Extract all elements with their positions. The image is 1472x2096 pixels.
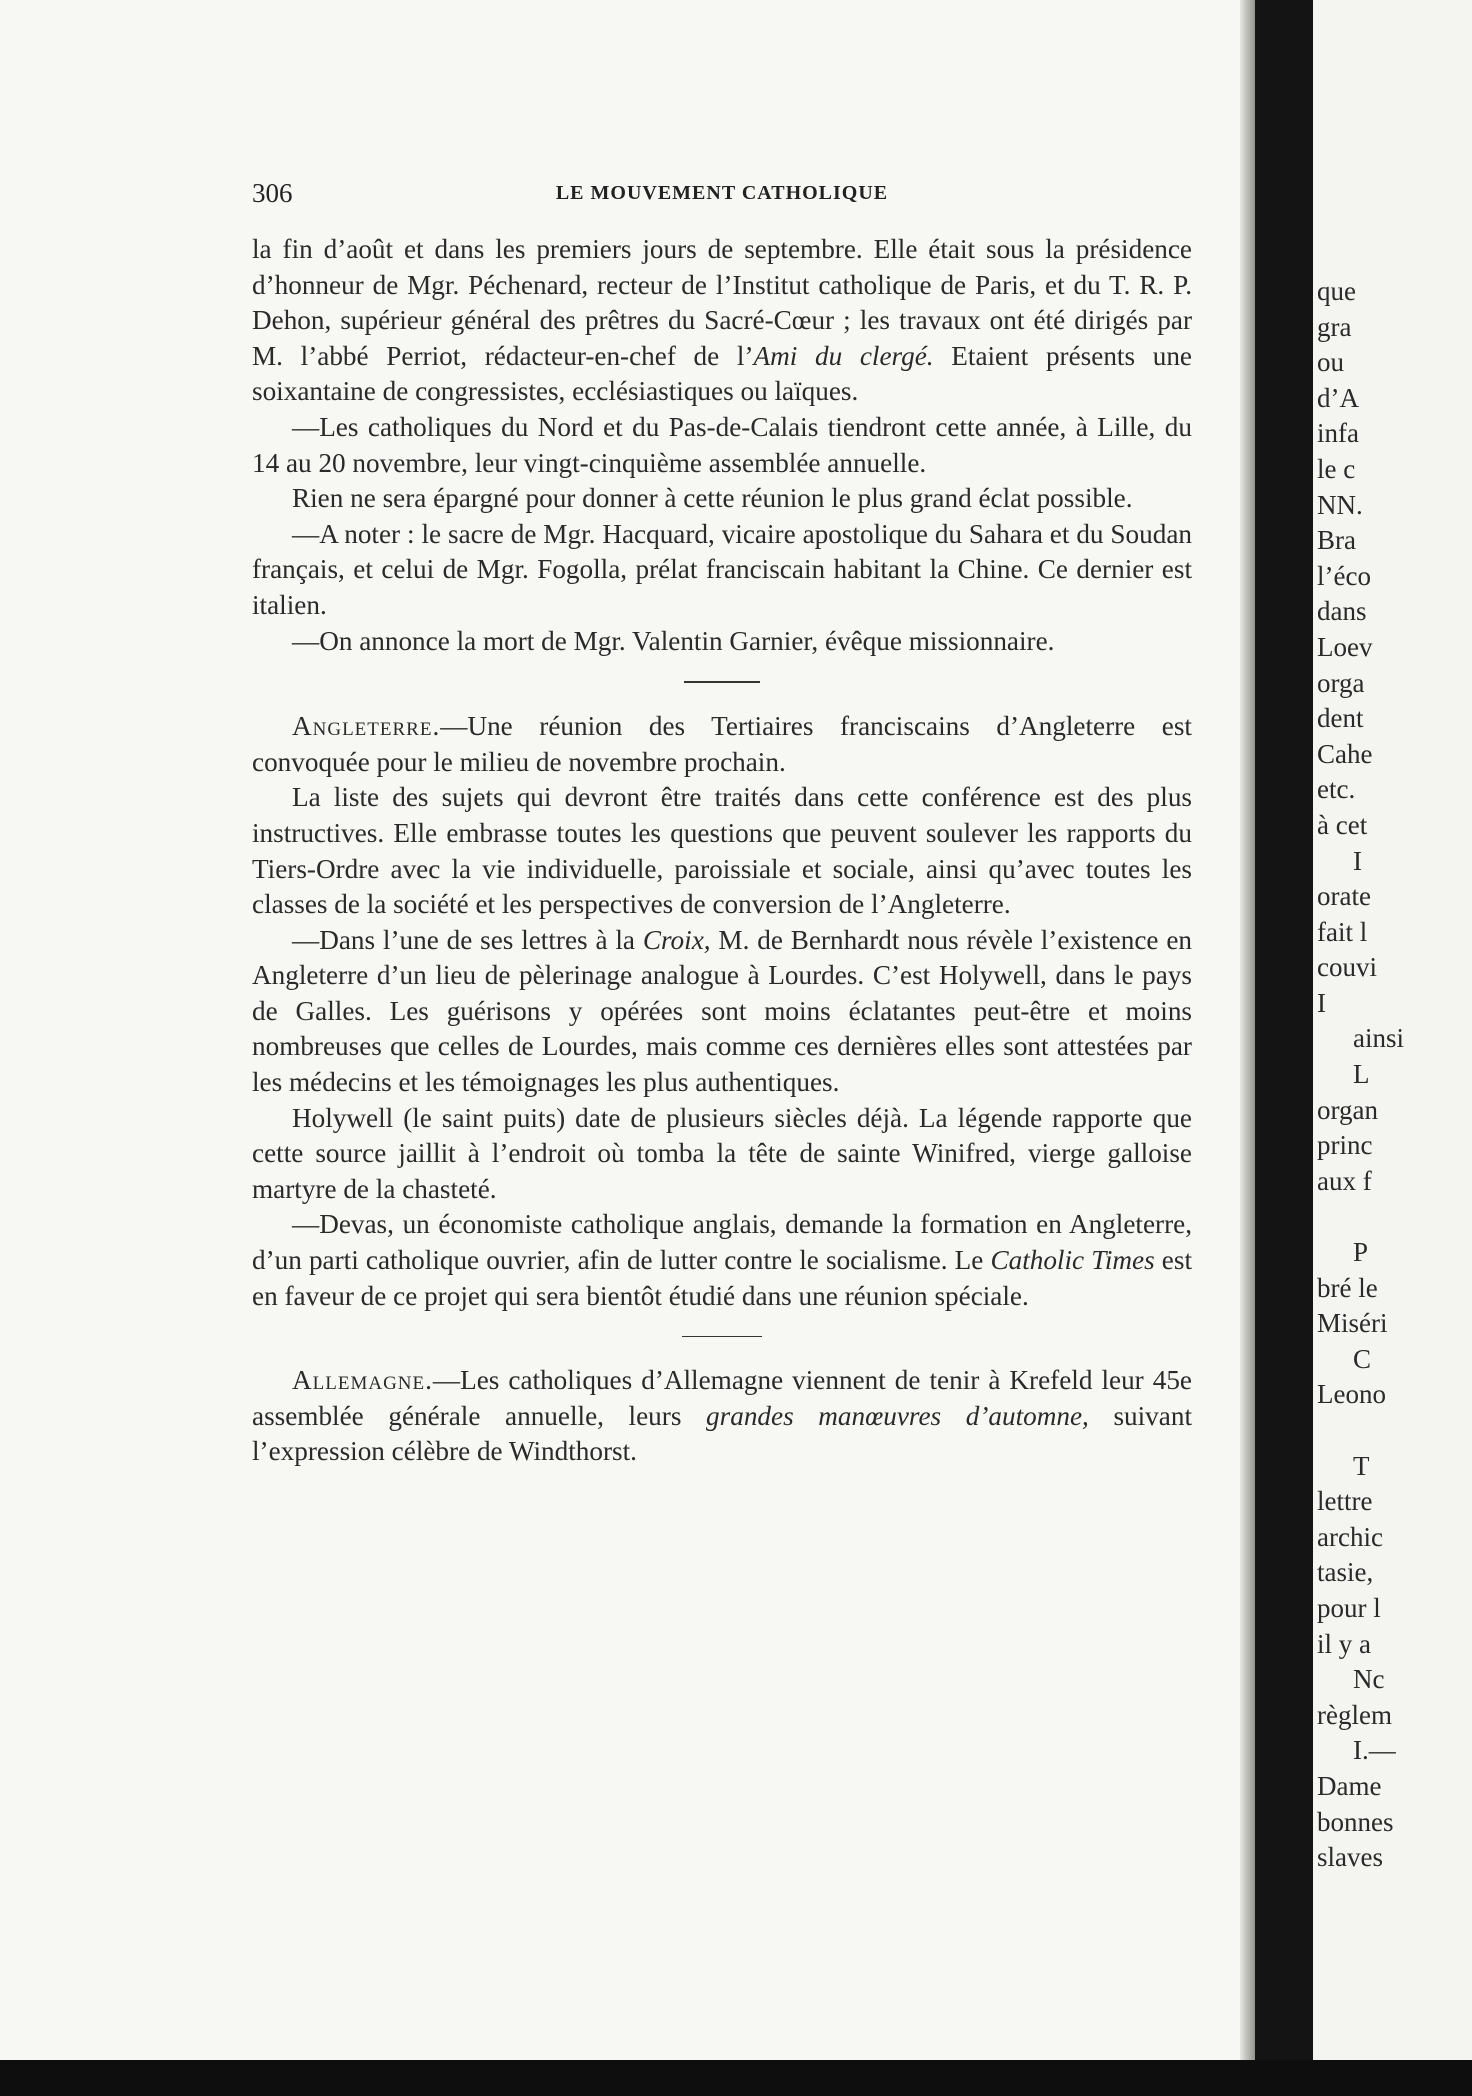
- right-page-line: il y a: [1317, 1628, 1371, 1659]
- section-divider: [682, 1336, 762, 1337]
- right-page-line: dans: [1317, 596, 1367, 627]
- right-page-line: L: [1353, 1059, 1370, 1090]
- section-heading-allemagne: Allemagne.: [292, 1365, 433, 1396]
- paragraph: Angleterre.—Une réunion des Tertiaires franciscains d’Angleterre est convoquée pour le milieu de novembre prochain.: [252, 711, 1192, 777]
- right-page-line: à cet: [1317, 809, 1368, 840]
- right-page-line: dent: [1317, 703, 1364, 734]
- right-page-line: princ: [1317, 1130, 1373, 1161]
- page-number: 306: [252, 178, 293, 208]
- right-page-line: fait l: [1317, 916, 1368, 947]
- paragraph: —Dans l’une de ses lettres à la Croix, M. de Bernhardt nous révèle l’existence en Angleterre d’un lieu de pèlerinage analogue à Lourdes. C’est Holywell, dans le pays de Galles. Les guérisons y opérées sont moins éclatantes peut-être et moins nombreuses que celles de Lourdes, mais comme ces dernières elles sont attestées par les médecins et les témoignages les plus authentiques.: [252, 924, 1192, 1098]
- paragraph: Holywell (le saint puits) date de plusieurs siècles déjà. La légende rapporte que cette source jaillit à l’endroit où tomba la tête de sainte Winifred, vierge galloise martyre de la chasteté.: [252, 1102, 1192, 1204]
- right-page-line: infa: [1317, 418, 1359, 449]
- right-page-line: T: [1353, 1450, 1370, 1481]
- right-page-line: d’A: [1317, 382, 1359, 413]
- right-page-line: Miséri: [1317, 1308, 1388, 1339]
- right-page-line: C: [1353, 1343, 1372, 1374]
- book-gutter: [1255, 0, 1313, 2096]
- right-page-line: gra: [1317, 311, 1352, 342]
- paragraph: Allemagne.—Les catholiques d’Allemagne viennent de tenir à Krefeld leur 45e assemblée générale annuelle, leurs grandes manœuvres d’automne, suivant l’expression célèbre de Windthorst.: [252, 1365, 1192, 1467]
- right-page-line: que: [1317, 276, 1356, 306]
- right-page-fragments: [1317, 274, 1404, 1876]
- paragraph: La liste des sujets qui devront être traités dans cette conférence est des plus instructives. Elle embrasse toutes les questions que peuvent soulever les rapports du Tiers-Ordre avec la vie individuelle, paroissiale et sociale, ainsi qu’avec toutes les classes de la société et les perspectives de conversion de l’Angleterre.: [252, 782, 1192, 920]
- page-header: [252, 178, 1192, 208]
- right-page-line: l’éco: [1317, 560, 1371, 591]
- right-page-line: Dame: [1317, 1770, 1382, 1801]
- right-page-line: NN.: [1317, 489, 1363, 520]
- right-page-line: organ: [1317, 1094, 1378, 1125]
- running-head: LE MOUVEMENT CATHOLIQUE: [555, 182, 889, 204]
- right-page-line: couvi: [1317, 952, 1377, 983]
- paragraph: —A noter : le sacre de Mgr. Hacquard, vicaire apostolique du Sahara et du Soudan français, et celui de Mgr. Fogolla, prélat franciscain habitant la Chine. Ce dernier est italien.: [252, 518, 1192, 620]
- right-page-line: règlem: [1317, 1699, 1392, 1730]
- right-page-line: Cahe: [1317, 738, 1373, 769]
- right-page-line: bonnes: [1317, 1806, 1394, 1837]
- right-page-line: I: [1353, 845, 1362, 876]
- right-page-line: tasie,: [1317, 1557, 1374, 1588]
- right-page-line: orate: [1317, 881, 1371, 912]
- right-page-line: lettre: [1317, 1486, 1373, 1517]
- right-page-line: I: [1317, 987, 1326, 1018]
- right-page-line: Loev: [1317, 631, 1373, 662]
- paragraph: la fin d’août et dans les premiers jours de septembre. Elle était sous la présidence d’honneur de Mgr. Péchenard, recteur de l’Institut catholique de Paris, et du T. R. P. Dehon, supérieur général des prêtres du Sacré-Cœur ; les travaux ont été dirigés par M. l’abbé Perriot, rédacteur-en-chef de l’Ami du clergé. Etaient présents une soixantaine de congressistes, ecclésiastiques ou laïques.: [252, 234, 1192, 407]
- right-page-line: I.—: [1353, 1735, 1396, 1766]
- right-page-line: etc.: [1317, 774, 1356, 805]
- right-page-line: pour l: [1317, 1592, 1381, 1623]
- right-page-line: orga: [1317, 667, 1365, 698]
- right-page-line: bré le: [1317, 1272, 1378, 1303]
- right-page-line: [1317, 1199, 1404, 1235]
- right-page-line: Bra: [1317, 525, 1356, 556]
- right-page-edge: [1313, 0, 1472, 2060]
- right-page-line: Leono: [1317, 1379, 1386, 1410]
- section-heading-angleterre: Angleterre.: [292, 711, 441, 742]
- right-page-line: le c: [1317, 453, 1356, 484]
- section-divider: [684, 681, 760, 683]
- scan-bottom-edge: [0, 2060, 1472, 2096]
- right-page-line: [1317, 1413, 1404, 1449]
- text-column: [252, 232, 1192, 1470]
- paragraph: —Devas, un économiste catholique anglais, demande la formation en Angleterre, d’un parti catholique ouvrier, afin de lutter contre le socialisme. Le Catholic Times est en faveur de ce projet qui sera bientôt étudié dans une réunion spéciale.: [252, 1209, 1193, 1311]
- right-page-line: P: [1353, 1237, 1369, 1268]
- right-page-line: slaves: [1317, 1842, 1383, 1873]
- right-page-line: ou: [1317, 347, 1344, 378]
- paragraph: Rien ne sera épargné pour donner à cette réunion le plus grand éclat possible.: [292, 483, 1133, 514]
- paragraph: —On annonce la mort de Mgr. Valentin Garnier, évêque missionnaire.: [292, 625, 1055, 656]
- right-page-line: ainsi: [1353, 1023, 1404, 1054]
- right-page-line: Nc: [1353, 1664, 1385, 1695]
- paragraph: —Les catholiques du Nord et du Pas-de-Calais tiendront cette année, à Lille, du 14 au 20 novembre, leur vingt-cinquième assemblée annuelle.: [252, 411, 1192, 478]
- right-page-line: archic: [1317, 1521, 1383, 1552]
- right-page-line: aux f: [1317, 1165, 1372, 1196]
